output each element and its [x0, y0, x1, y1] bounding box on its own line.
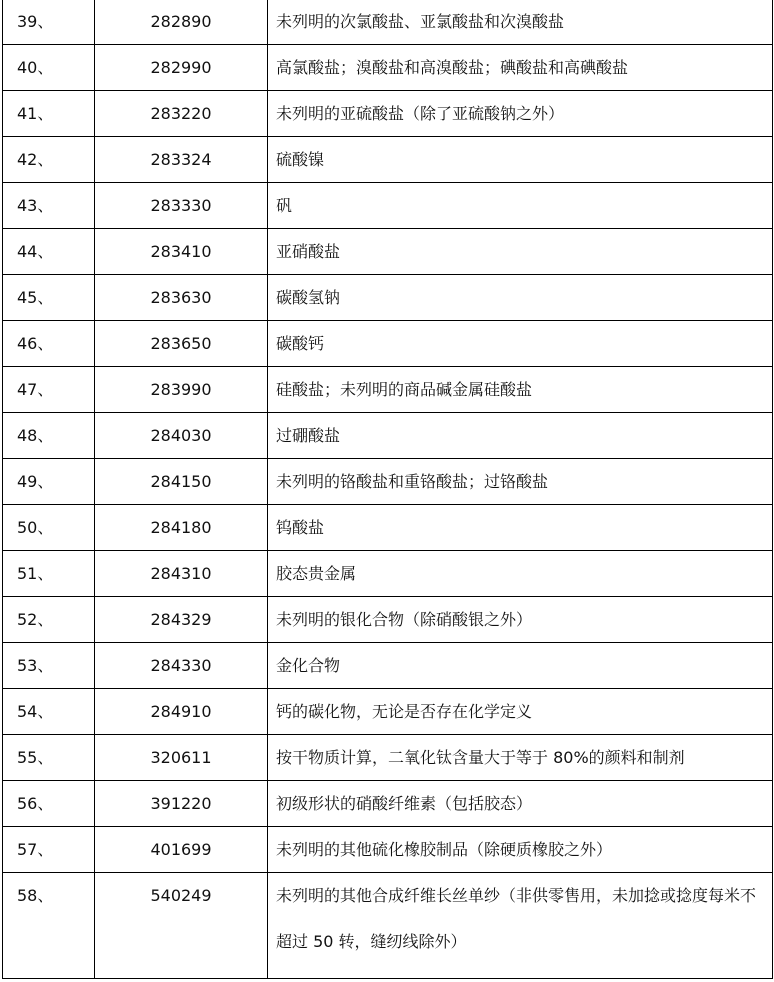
table-row — [3, 597, 773, 643]
hs-code: 401699 — [95, 827, 268, 873]
table-row — [3, 91, 773, 137]
product-description: 胶态贵金属 — [268, 551, 773, 597]
hs-code: 283220 — [95, 91, 268, 137]
hs-code: 284180 — [95, 505, 268, 551]
hs-code: 284030 — [95, 413, 268, 459]
row-number: 40、 — [3, 45, 95, 91]
table-body — [3, 0, 773, 979]
row-number: 53、 — [3, 643, 95, 689]
table-row — [3, 137, 773, 183]
table-row — [3, 689, 773, 735]
table-row — [3, 643, 773, 689]
row-number: 54、 — [3, 689, 95, 735]
product-description: 亚硝酸盐 — [268, 229, 773, 275]
row-number: 48、 — [3, 413, 95, 459]
product-description: 矾 — [268, 183, 773, 229]
product-description: 初级形状的硝酸纤维素（包括胶态） — [268, 781, 773, 827]
product-description: 未列明的次氯酸盐、亚氯酸盐和次溴酸盐 — [268, 0, 773, 45]
table-row — [3, 413, 773, 459]
table-row — [3, 735, 773, 781]
row-number: 51、 — [3, 551, 95, 597]
hs-code: 284310 — [95, 551, 268, 597]
hs-code: 320611 — [95, 735, 268, 781]
row-number: 47、 — [3, 367, 95, 413]
table-row — [3, 459, 773, 505]
hs-code: 283630 — [95, 275, 268, 321]
product-description: 钨酸盐 — [268, 505, 773, 551]
row-number: 56、 — [3, 781, 95, 827]
table-row — [3, 551, 773, 597]
product-description: 硫酸镍 — [268, 137, 773, 183]
row-number: 42、 — [3, 137, 95, 183]
table-row — [3, 873, 773, 979]
row-number: 45、 — [3, 275, 95, 321]
hs-code: 391220 — [95, 781, 268, 827]
table-row — [3, 229, 773, 275]
table-row — [3, 183, 773, 229]
product-description: 硅酸盐；未列明的商品碱金属硅酸盐 — [268, 367, 773, 413]
product-description: 过硼酸盐 — [268, 413, 773, 459]
table-row — [3, 275, 773, 321]
hs-code: 282890 — [95, 0, 268, 45]
product-description: 金化合物 — [268, 643, 773, 689]
hs-code: 540249 — [95, 873, 268, 979]
product-description: 高氯酸盐；溴酸盐和高溴酸盐；碘酸盐和高碘酸盐 — [268, 45, 773, 91]
row-number: 39、 — [3, 0, 95, 45]
product-description: 未列明的铬酸盐和重铬酸盐；过铬酸盐 — [268, 459, 773, 505]
table-row — [3, 781, 773, 827]
row-number: 44、 — [3, 229, 95, 275]
product-description: 钙的碳化物，无论是否存在化学定义 — [268, 689, 773, 735]
row-number: 57、 — [3, 827, 95, 873]
table-row — [3, 367, 773, 413]
row-number: 58、 — [3, 873, 95, 979]
row-number: 43、 — [3, 183, 95, 229]
row-number: 41、 — [3, 91, 95, 137]
hs-code: 283324 — [95, 137, 268, 183]
hs-code: 284910 — [95, 689, 268, 735]
table-row — [3, 45, 773, 91]
row-number: 55、 — [3, 735, 95, 781]
hs-code: 283990 — [95, 367, 268, 413]
product-description: 碳酸钙 — [268, 321, 773, 367]
table-row — [3, 505, 773, 551]
row-number: 46、 — [3, 321, 95, 367]
row-number: 50、 — [3, 505, 95, 551]
product-description: 按干物质计算，二氧化钛含量大于等于 80%的颜料和制剂 — [268, 735, 773, 781]
product-description: 未列明的银化合物（除硝酸银之外） — [268, 597, 773, 643]
product-description: 未列明的亚硫酸盐（除了亚硫酸钠之外） — [268, 91, 773, 137]
row-number: 52、 — [3, 597, 95, 643]
product-description: 未列明的其他硫化橡胶制品（除硬质橡胶之外） — [268, 827, 773, 873]
hs-code-table — [2, 0, 773, 979]
row-number: 49、 — [3, 459, 95, 505]
product-description: 碳酸氢钠 — [268, 275, 773, 321]
hs-code: 282990 — [95, 45, 268, 91]
table-row — [3, 827, 773, 873]
hs-code: 283410 — [95, 229, 268, 275]
hs-code: 283330 — [95, 183, 268, 229]
hs-code: 284329 — [95, 597, 268, 643]
product-description: 未列明的其他合成纤维长丝单纱（非供零售用，未加捻或捻度每米不超过 50 转，缝纫线除外） — [268, 873, 773, 979]
table-row — [3, 0, 773, 45]
hs-code: 284330 — [95, 643, 268, 689]
hs-code: 284150 — [95, 459, 268, 505]
table-row — [3, 321, 773, 367]
hs-code: 283650 — [95, 321, 268, 367]
